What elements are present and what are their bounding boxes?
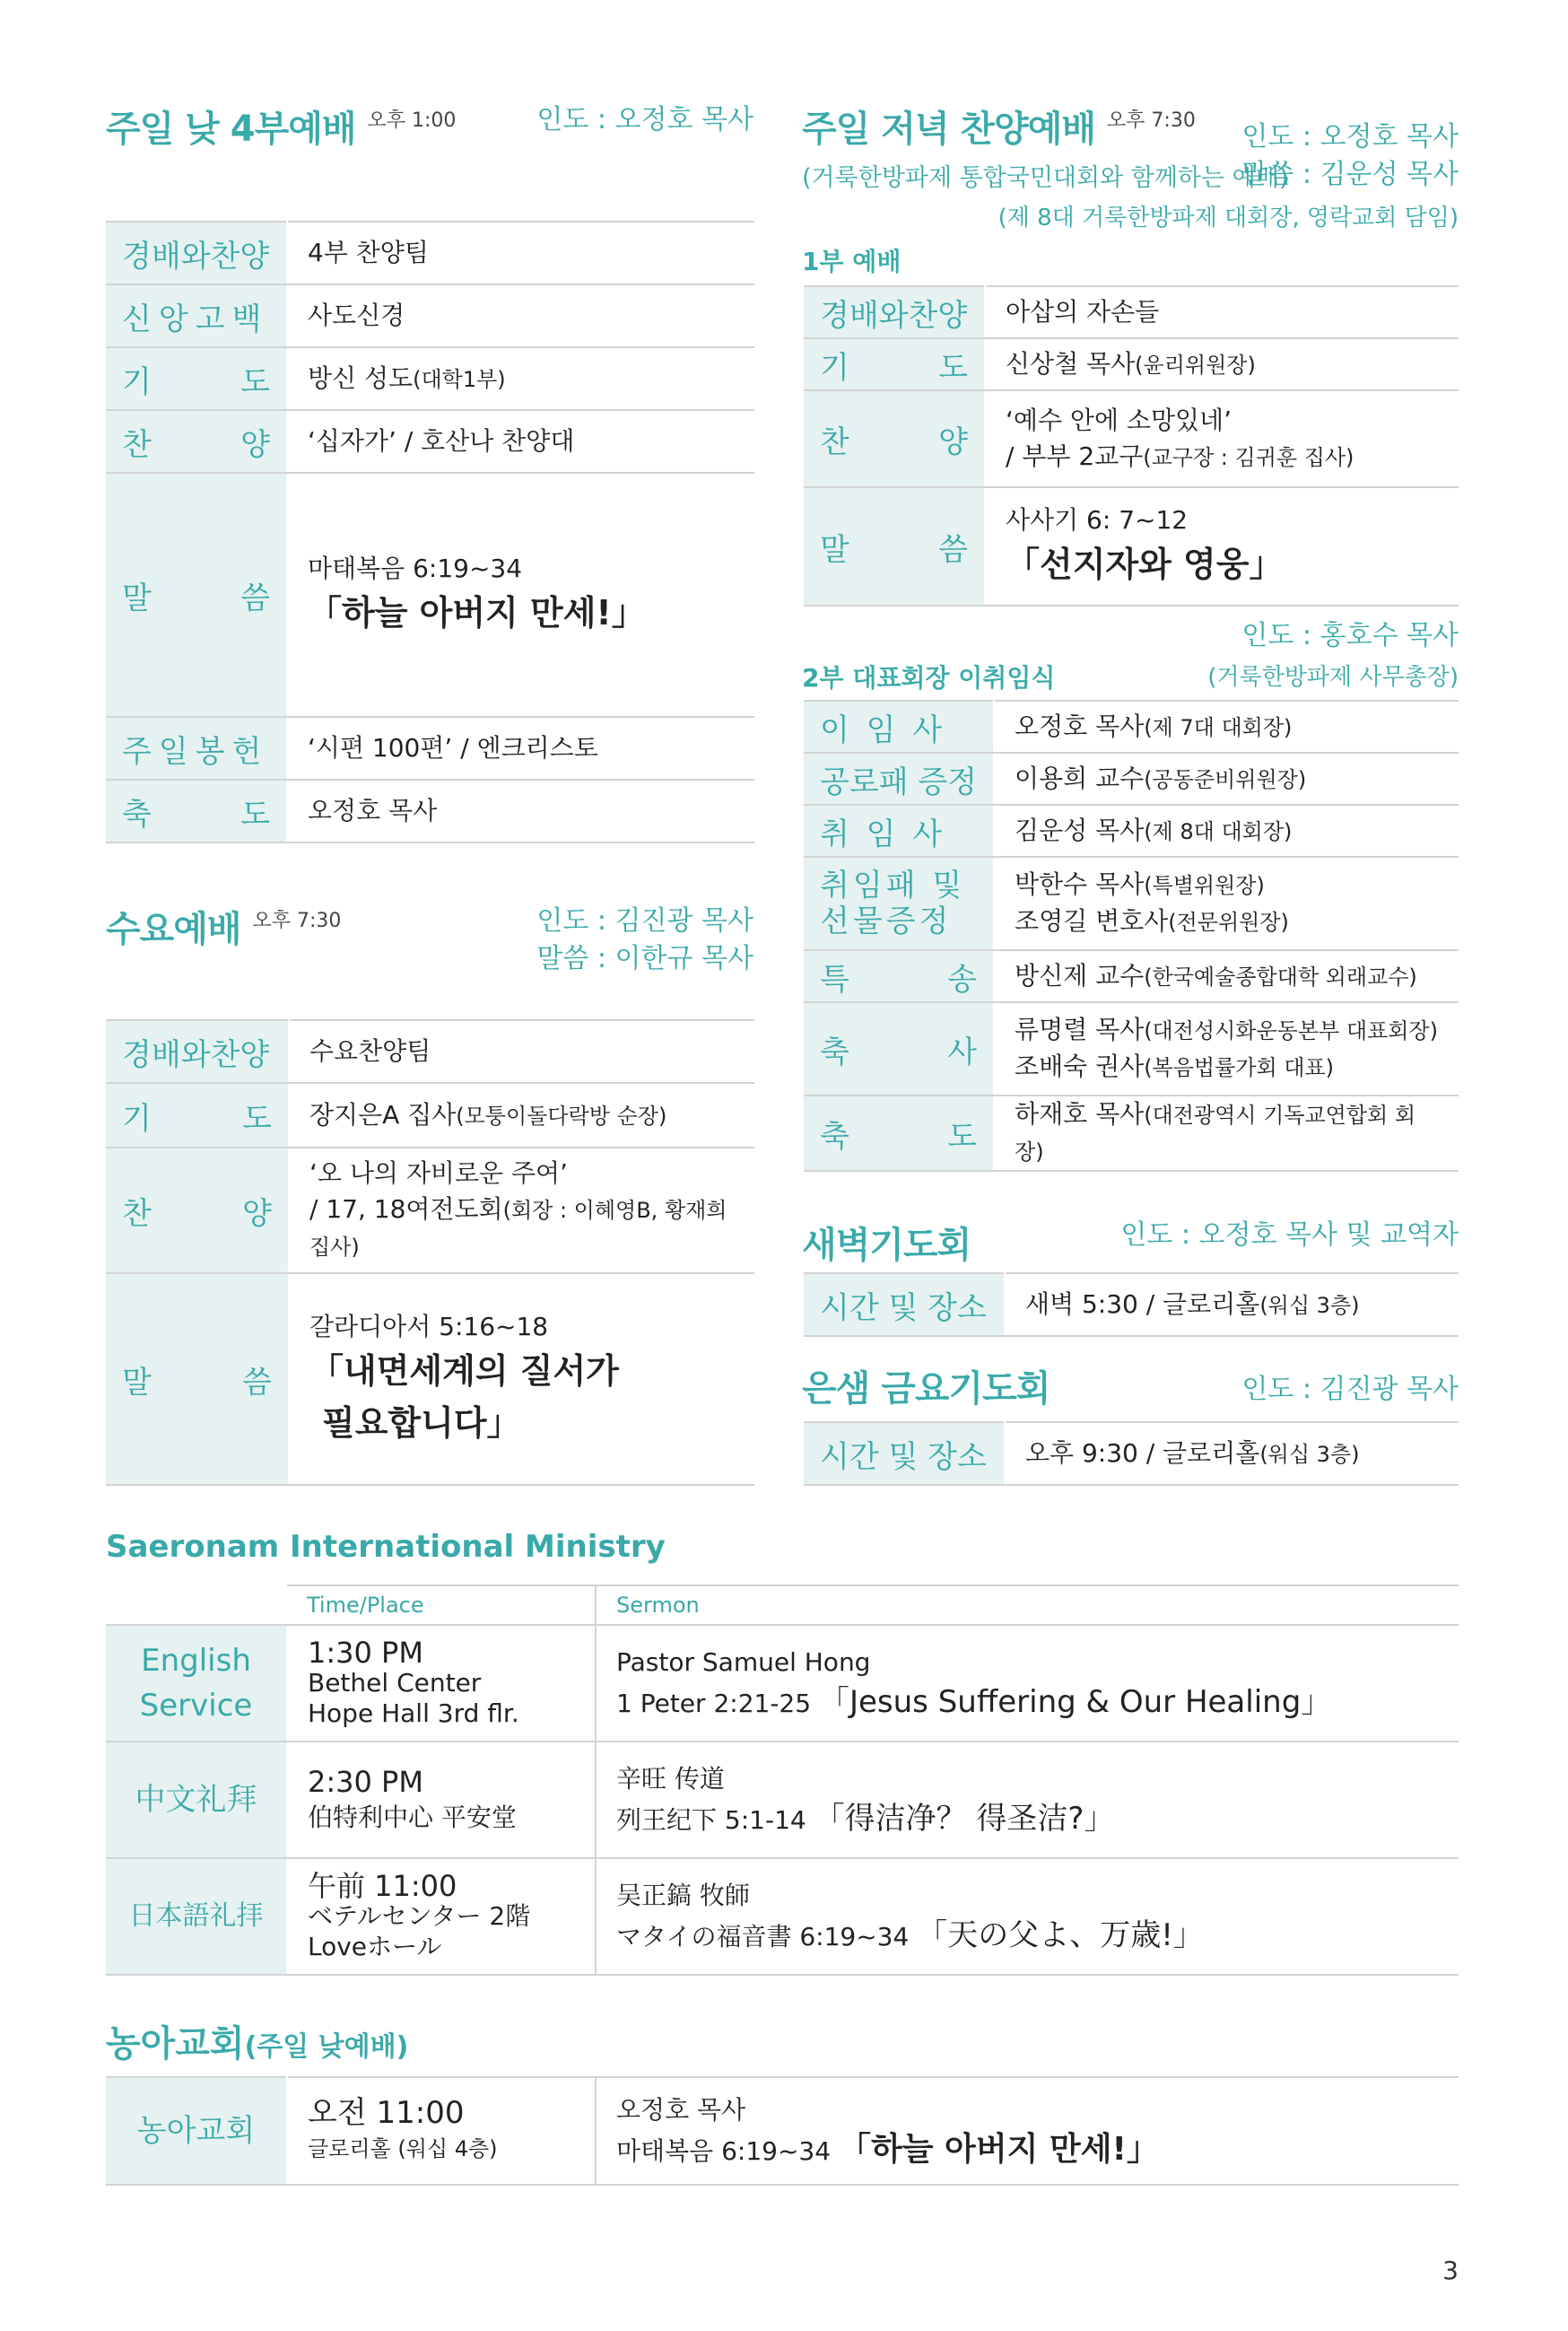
row-label: 축 도 — [106, 780, 287, 842]
sunday4-time: 오후 1:00 — [367, 109, 457, 132]
sermon-cell — [289, 1273, 754, 1485]
row-label: 말 씀 — [106, 1273, 289, 1485]
evening-speaker-note: (제 8대 거룩한방파제 대회장, 영락교회 담임) — [997, 205, 1459, 231]
row-label: 축 도 — [804, 1096, 994, 1171]
sermon-title-cont: 필요합니다」 — [322, 1403, 521, 1443]
row-value: ‘십자가’ / 호산나 찬양대 — [287, 410, 754, 473]
row-label: 신앙고백 — [106, 284, 287, 347]
row-label: 주일봉헌 — [106, 717, 287, 780]
intl-header-row — [106, 1585, 1459, 1625]
row-value: 오후 9:30 / 글로리홀(워십 3층) — [1005, 1422, 1459, 1485]
part2-heading: 2부 대표회장 이취임식 — [802, 663, 1056, 693]
row-label: 취임패 및 선물증정 — [804, 857, 994, 950]
row-label: 찬 양 — [106, 410, 287, 473]
intl-title: Saeronam International Ministry — [106, 1529, 666, 1565]
evening-leader: 인도 : 오정호 목사 — [1241, 121, 1459, 153]
table-row — [106, 1083, 754, 1148]
japanese-service-label: 日本語礼拝 — [106, 1858, 287, 1975]
row-label: 시간 및 장소 — [804, 1422, 1005, 1485]
sermon-cell — [985, 487, 1459, 606]
page-number: 3 — [1442, 2256, 1459, 2285]
row-value: 장지은A 집사(모퉁이돌다락방 순장) — [289, 1083, 754, 1148]
table-row — [106, 780, 754, 842]
row-label: 말 씀 — [804, 487, 985, 606]
table-row — [804, 857, 1459, 950]
friday-leader: 인도 : 김진광 목사 — [1241, 1374, 1459, 1405]
scripture-ref: 사사기 6: 7~12 — [1006, 505, 1189, 535]
table-row — [804, 701, 1459, 753]
table-row — [804, 1096, 1459, 1171]
table-row — [106, 284, 754, 347]
table-row — [106, 410, 754, 473]
row-value: ‘시편 100편’ / 엔크리스토 — [287, 717, 754, 780]
row-label: 찬 양 — [106, 1148, 289, 1273]
wednesday-speaker: 말씀 : 이한규 목사 — [536, 943, 754, 974]
row-value: 수요찬양팀 — [289, 1020, 754, 1083]
chinese-service-label: 中文礼拜 — [106, 1742, 287, 1858]
part1-heading: 1부 예배 — [802, 247, 902, 276]
sermon-title: 「내면세계의 질서가 — [309, 1351, 619, 1391]
row-label: 기 도 — [804, 338, 985, 390]
table-row — [106, 1148, 754, 1273]
row-label: 공로패 증정 — [804, 753, 994, 805]
dawn-leader: 인도 : 오정호 목사 및 교역자 — [1120, 1219, 1459, 1251]
deaf-table — [106, 2076, 1459, 2186]
part2-leader-note: (거룩한방파제 사무총장) — [1207, 664, 1459, 691]
wednesday-table — [106, 1019, 754, 1486]
row-label: 축 사 — [804, 1002, 994, 1096]
row-value: 새벽 5:30 / 글로리홀(워십 3층) — [1005, 1273, 1459, 1336]
sermon-title: 「하늘 아버지 만세!」 — [308, 593, 646, 633]
evening-part2-table — [804, 700, 1459, 1172]
evening-time: 오후 7:30 — [1106, 109, 1196, 132]
row-label: 경배와찬양 — [106, 1020, 289, 1083]
sermon-info: 吴正鎬 牧師 マタイの福音書 6:19~34 「天の父よ、万歳!」 — [596, 1858, 1459, 1975]
row-label: 찬 양 — [804, 390, 985, 487]
table-row — [106, 222, 754, 284]
sermon-cell — [287, 473, 754, 717]
row-label: 경배와찬양 — [804, 286, 985, 338]
intl-table — [106, 1585, 1459, 1976]
table-row — [804, 390, 1459, 487]
time-place: 2:30 PM 伯特利中心 平安堂 — [287, 1742, 596, 1858]
table-row — [804, 753, 1459, 805]
table-row — [804, 805, 1459, 857]
time-place: 오전 11:00 글로리홀 (워십 4층) — [287, 2077, 596, 2185]
time-place: 1:30 PM Bethel Center Hope Hall 3rd flr. — [287, 1625, 596, 1742]
row-value: 아삽의 자손들 — [985, 286, 1459, 338]
row-value: 류명렬 목사(대전성시화운동본부 대표회장) 조배숙 권사(복음법률가회 대표) — [994, 1002, 1459, 1096]
sunday4-leader: 인도 : 오정호 목사 — [536, 104, 754, 135]
row-value: 4부 찬양팀 — [287, 222, 754, 284]
row-value: 방신제 교수(한국예술종합대학 외래교수) — [994, 950, 1459, 1002]
table-row — [804, 487, 1459, 606]
table-row — [106, 1625, 1459, 1742]
sermon-title: 「선지자와 영웅」 — [1006, 545, 1284, 584]
row-label: 시간 및 장소 — [804, 1273, 1005, 1336]
header-blank — [106, 1585, 287, 1625]
row-value: 오정호 목사 — [287, 780, 754, 842]
row-value: 신상철 목사(윤리위원장) — [985, 338, 1459, 390]
evening-subtitle: (거룩한방파제 통합국민대회와 함께하는 예배) — [802, 164, 1289, 192]
table-row — [106, 1020, 754, 1083]
scripture-ref: 갈라디아서 5:16~18 — [309, 1312, 549, 1341]
scripture-ref: 마태복음 6:19~34 — [308, 554, 523, 583]
table-row — [804, 338, 1459, 390]
wednesday-leader: 인도 : 김진광 목사 — [536, 905, 754, 937]
row-value: ‘오 나의 자비로운 주여’ / 17, 18여전도회(회장 : 이혜영B, 황재희 집사) — [289, 1148, 754, 1273]
table-row — [106, 1742, 1459, 1858]
sermon-info: 辛旺 传道 列王纪下 5:1-14 「得洁净？ 得圣洁?」 — [596, 1742, 1459, 1858]
row-value: 하재호 목사(대전광역시 기독교연합회 회장) — [994, 1096, 1459, 1171]
dawn-table — [804, 1272, 1459, 1337]
table-row — [106, 717, 754, 780]
row-value: ‘예수 안에 소망있네’ / 부부 2교구(교구장 : 김귀훈 집사) — [985, 390, 1459, 487]
table-row — [804, 1422, 1459, 1485]
row-label: 기 도 — [106, 1083, 289, 1148]
table-row — [106, 473, 754, 717]
sunday4-table — [106, 221, 754, 843]
row-value: 사도신경 — [287, 284, 754, 347]
col-sermon: Sermon — [596, 1585, 1459, 1625]
dawn-title: 새벽기도회 — [802, 1225, 971, 1266]
sermon-info: Pastor Samuel Hong 1 Peter 2:21-25 「Jesus Suffering & Our Healing」 — [596, 1625, 1459, 1742]
row-label: 기 도 — [106, 347, 287, 410]
table-row — [106, 1273, 754, 1485]
row-label: 경배와찬양 — [106, 222, 287, 284]
evening-part1-table — [804, 285, 1459, 607]
row-value: 오정호 목사(제 7대 대회장) — [994, 701, 1459, 753]
time-place: 午前 11:00 ベテルセンター 2階 Loveホール — [287, 1858, 596, 1975]
sunday4-title: 주일 낮 4부예배 $^{오후 1:00}$ — [106, 109, 457, 150]
row-label: 취 임 사 — [804, 805, 994, 857]
deaf-title: 농아교회(주일 낮예배) — [106, 2023, 409, 2065]
row-label: 특 송 — [804, 950, 994, 1002]
row-value: 박한수 목사(특별위원장) 조영길 변호사(전문위원장) — [994, 857, 1459, 950]
table-row — [106, 1858, 1459, 1975]
table-row — [106, 347, 754, 410]
row-value: 방신 성도(대학1부) — [287, 347, 754, 410]
english-service-label: English Service — [106, 1625, 287, 1742]
deaf-label: 농아교회 — [106, 2077, 287, 2185]
table-row — [804, 950, 1459, 1002]
row-value: 이용희 교수(공동준비위원장) — [994, 753, 1459, 805]
col-time-place: Time/Place — [287, 1585, 596, 1625]
table-row — [804, 1273, 1459, 1336]
friday-title: 은샘 금요기도회 — [802, 1368, 1050, 1410]
sermon-info: 오정호 목사 마태복음 6:19~34 「하늘 아버지 만세!」 — [596, 2077, 1459, 2185]
evening-speaker: 말씀 : 김운성 목사 — [1241, 159, 1459, 190]
table-row — [804, 286, 1459, 338]
part2-leader: 인도 : 홍호수 목사 — [1241, 620, 1459, 651]
wednesday-title: 수요예배 $^{오후 7:30}$ — [106, 909, 342, 950]
friday-table — [804, 1421, 1459, 1486]
row-label: 말 씀 — [106, 473, 287, 717]
table-row — [804, 1002, 1459, 1096]
wednesday-time: 오후 7:30 — [252, 910, 342, 932]
row-label: 이 임 사 — [804, 701, 994, 753]
row-value: 김운성 목사(제 8대 대회장) — [994, 805, 1459, 857]
evening-title: 주일 저녁 찬양예배 $^{오후 7:30}$ — [802, 109, 1196, 150]
table-row — [106, 2077, 1459, 2185]
